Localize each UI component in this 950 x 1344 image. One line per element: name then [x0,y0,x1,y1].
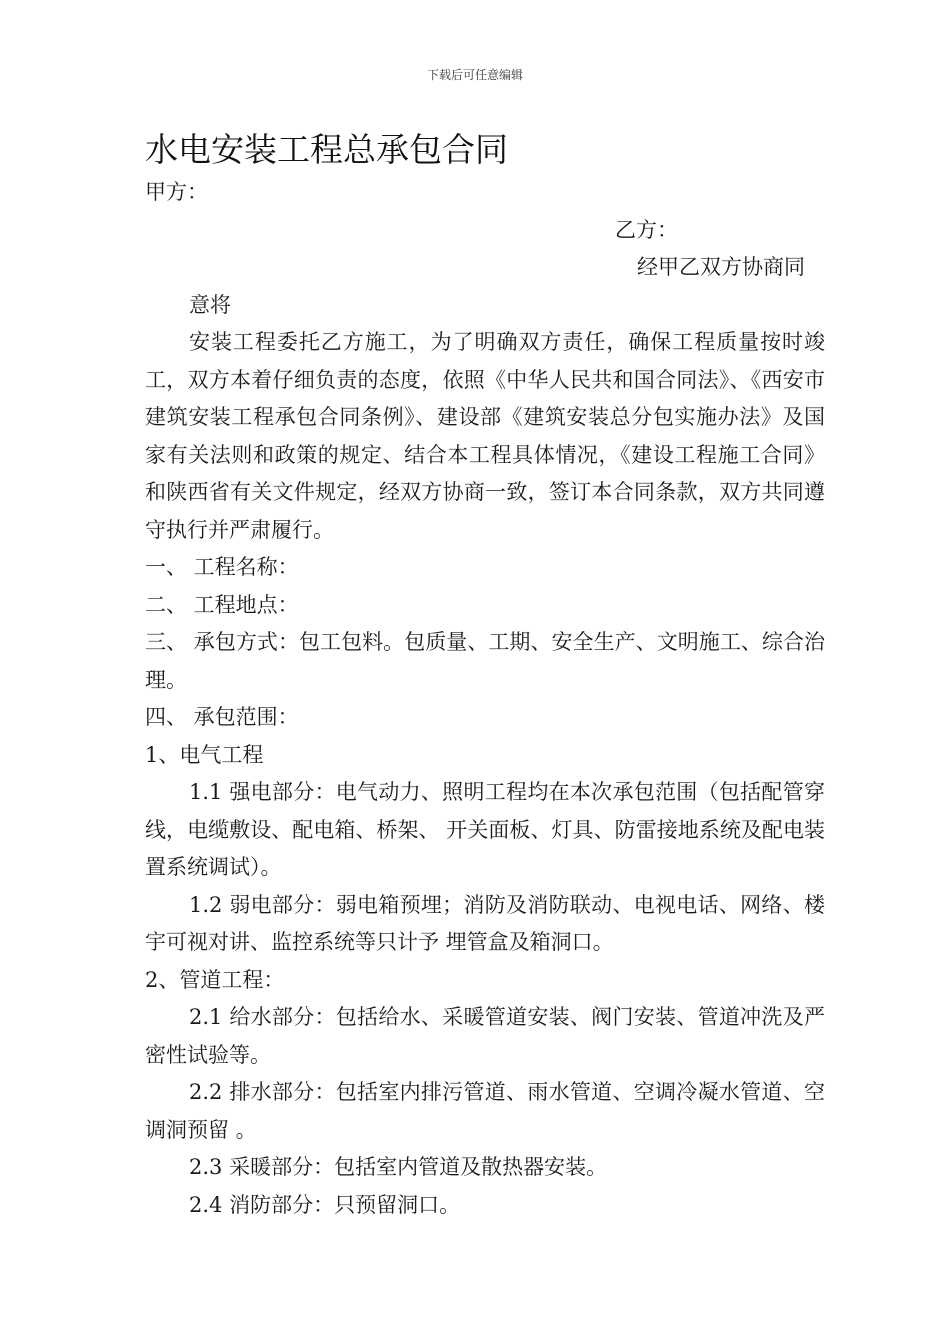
section-electrical: 1、电气工程 [145,742,264,767]
document-title: 水电安装工程总承包合同 [145,130,508,169]
section-fire-protection: 2.4 消防部分：只预留洞口。 [189,1192,461,1217]
clause-contract-method: 三、 承包方式：包工包料。包质量、工期、安全生产、文明施工、综合治理。 [145,630,825,692]
intent-line: 意将 [189,292,231,317]
clause-contract-scope: 四、 承包范围： [145,705,299,729]
party-b-label: 乙方： [615,217,678,242]
section-weak-current: 1.2 弱电部分：弱电箱预埋；消防及消防联动、电视电话、网络、楼宇可视对讲、监控系统等只计予 埋管盒及箱洞口。 [145,892,825,954]
section-drainage: 2.2 排水部分：包括室内排污管道、雨水管道、空调冷凝水管道、空调洞预留 。 [145,1080,825,1142]
section-piping: 2、管道工程： [145,967,285,992]
agreement-line: 经甲乙双方协商同 [637,255,805,279]
section-heating: 2.3 采暖部分：包括室内管道及散热器安装。 [189,1155,608,1179]
contract-document [145,126,825,1224]
party-a-label: 甲方： [145,180,208,204]
intro-paragraph: 安装工程委托乙方施工，为了明确双方责任，确保工程质量按时竣工，双方本着仔细负责的态度，依照《中华人民共和国合同法》、《西安市建筑安装工程承包合同条例》、建设部《建筑安装总分包实施办法》及国家有关法则和政策的规定、结合本工程具体情况，《建设工程施工合同》和陕西省有关文件规定，经双方协商一致，签订本合同条款，双方共同遵守执行并严肃履行。 [145,330,825,542]
page-header-note: 下载后可任意编辑 [426,68,523,82]
clause-project-name: 一、 工程名称： [145,555,299,579]
section-water-supply: 2.1 给水部分：包括给水、采暖管道安装、阀门安装、管道冲洗及严密性试验等。 [145,1005,825,1067]
clause-project-location: 二、 工程地点： [145,592,299,617]
section-strong-current: 1.1 强电部分：电气动力、照明工程均在本次承包范围（包括配管穿线，电缆敷设、配电箱、桥架、 开关面板、灯具、防雷接地系统及配电装置系统调试）。 [145,780,825,879]
